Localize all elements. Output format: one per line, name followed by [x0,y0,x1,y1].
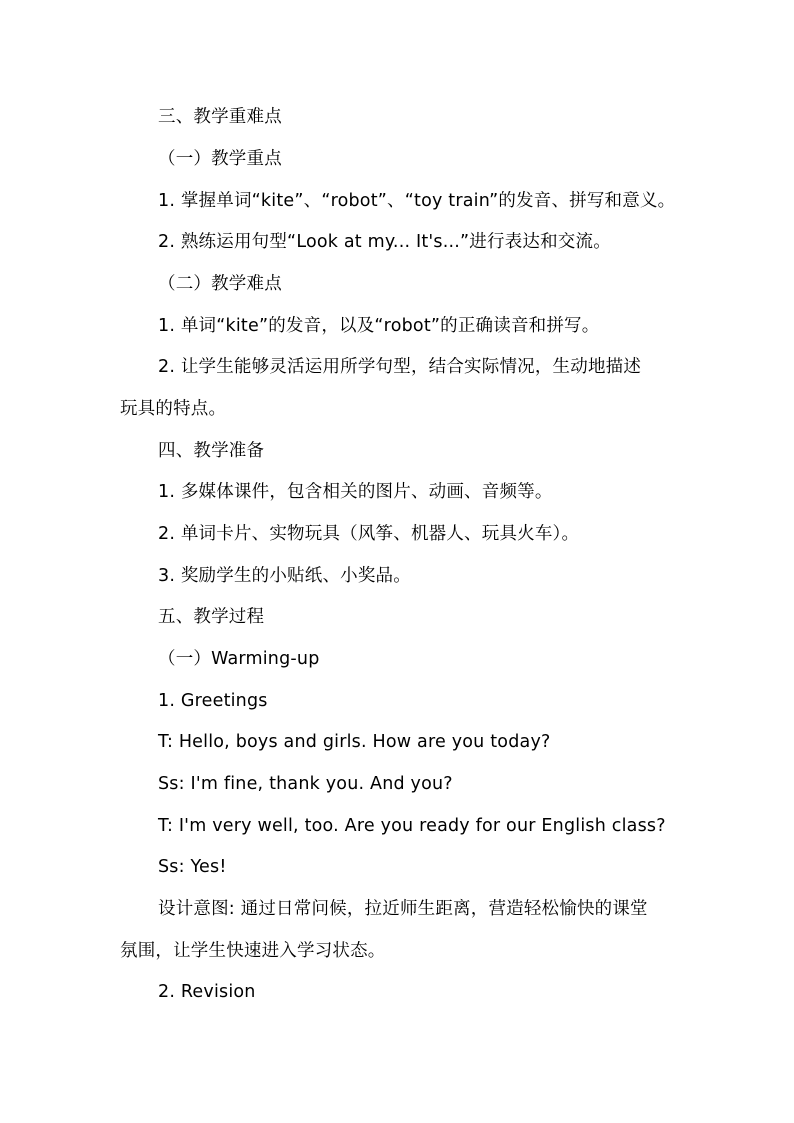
difficult-point-item-2-line-2: 玩具的特点。 [120,399,227,419]
dialog-line-4: Ss: Yes! [158,857,227,877]
revision-heading: 2. Revision [158,982,256,1002]
dialog-line-1: T: Hello, boys and girls. How are you today? [158,732,551,752]
preparation-item-2: 2. 单词卡片、实物玩具（风筝、机器人、玩具火车）。 [158,524,580,544]
subheading-warming-up: （一）Warming-up [158,649,320,669]
key-point-item-2: 2. 熟练运用句型“Look at my... It's...”进行表达和交流。 [158,232,611,252]
key-point-item-1: 1. 掌握单词“kite”、“robot”、“toy train”的发音、拼写和意义。 [158,191,676,211]
design-intent-line-1: 设计意图: 通过日常问候，拉近师生距离，营造轻松愉快的课堂 [158,899,648,919]
preparation-item-1: 1. 多媒体课件，包含相关的图片、动画、音频等。 [158,482,553,502]
section-heading-difficulties: 三、教学重难点 [158,107,282,127]
difficult-point-item-1: 1. 单词“kite”的发音，以及“robot”的正确读音和拼写。 [158,316,600,336]
preparation-item-3: 3. 奖励学生的小贴纸、小奖品。 [158,566,411,586]
greetings-heading: 1. Greetings [158,691,268,711]
difficult-point-item-2-line-1: 2. 让学生能够灵活运用所学句型，结合实际情况，生动地描述 [158,357,642,377]
subheading-difficult-points: （二）教学难点 [158,274,282,294]
section-heading-process: 五、教学过程 [158,607,265,627]
dialog-line-2: Ss: I'm fine, thank you. And you? [158,774,453,794]
subheading-key-points: （一）教学重点 [158,149,282,169]
dialog-line-3: T: I'm very well, too. Are you ready for our English class? [158,816,666,836]
design-intent-line-2: 氛围，让学生快速进入学习状态。 [120,941,386,961]
section-heading-preparation: 四、教学准备 [158,441,265,461]
